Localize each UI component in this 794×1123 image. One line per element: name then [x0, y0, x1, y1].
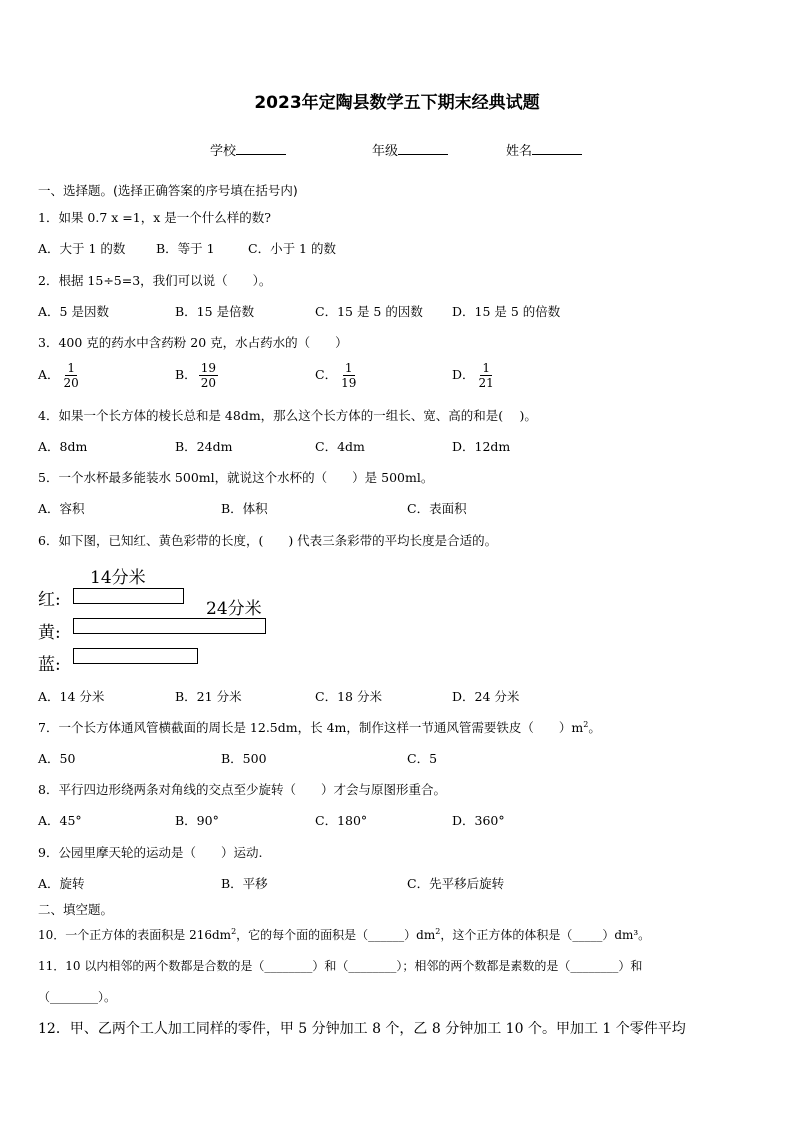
q3-options: [38, 361, 738, 397]
q7-options: [38, 749, 738, 767]
q6-option-a: A．14 分米: [38, 689, 105, 704]
q3-option-a-fraction: [62, 361, 81, 390]
q8-option-d: D．360°: [452, 813, 505, 828]
q6-option-c: C．18 分米: [315, 689, 382, 704]
blue-ribbon-label: 蓝:: [38, 655, 61, 675]
q6-option-d: D．24 分米: [452, 689, 520, 704]
q3-stem: 3．400 克的药水中含药粉 20 克，水占药水的（ ）: [38, 335, 348, 350]
q3-option-c-label: C．: [315, 367, 338, 382]
section-choice-heading: 一、选择题。(选择正确答案的序号填在括号内): [38, 183, 298, 198]
q5-option-b: B．体积: [221, 501, 268, 516]
q7-superscript: 2: [583, 720, 589, 729]
q3-option-d-label: D．: [452, 367, 475, 382]
name-field: [506, 140, 582, 159]
q7-option-a: A．50: [38, 751, 76, 766]
q3-option-c-fraction: [339, 361, 358, 390]
fraction-numerator: 1: [67, 361, 75, 375]
red-length-label: 14分米: [90, 568, 146, 588]
grade-label: 年级: [372, 144, 399, 159]
q4-option-d: D．12dm: [452, 439, 511, 454]
fraction-denominator: 21: [478, 376, 494, 390]
q1-options: [38, 239, 738, 257]
q2-option-b: B．15 是倍数: [175, 304, 255, 319]
q8-option-c: C．180°: [315, 813, 368, 828]
q2-option-d: D．15 是 5 的倍数: [452, 304, 561, 319]
q6-options: [38, 687, 738, 705]
blue-ribbon-bar: [73, 648, 198, 664]
fraction-numerator: 19: [200, 361, 216, 375]
school-blank: [236, 142, 286, 155]
yellow-length-label: 24分米: [206, 599, 262, 619]
q10-stem: [38, 926, 650, 943]
q2-stem: 2．根据 15÷5=3，我们可以说（ ）。: [38, 273, 272, 288]
q4-option-c: C．4dm: [315, 439, 365, 454]
q6-stem: 6．如下图，已知红、黄色彩带的长度，( ) 代表三条彩带的平均长度是合适的。: [38, 533, 498, 548]
q4-option-b: B．24dm: [175, 439, 233, 454]
q3-option-d-fraction: [477, 361, 496, 390]
q8-stem: 8．平行四边形绕两条对角线的交点至少旋转（ ）才会与原图形重合。: [38, 782, 446, 797]
q5-stem: 5．一个水杯最多能装水 500ml，就说这个水杯的（ ）是 500ml。: [38, 470, 434, 485]
q1-stem: 1．如果 0.7 x =1，x 是一个什么样的数?: [38, 210, 271, 225]
q10-part2: ，它的每个面的面积是（______）dm: [236, 928, 436, 942]
q9-option-a: A．旋转: [38, 876, 85, 891]
q2-option-c: C．15 是 5 的因数: [315, 304, 423, 319]
q7-stem-end: 。: [588, 720, 601, 735]
q2-option-a: A．5 是因数: [38, 304, 109, 319]
q5-option-a: A．容积: [38, 501, 85, 516]
q4-option-a: A．8dm: [38, 439, 88, 454]
q3-option-a-label: A．: [38, 367, 60, 382]
q7-stem-text: 7．一个长方体通风管横截面的周长是 12.5dm，长 4m，制作这样一节通风管需要铁皮（ ）m: [38, 720, 584, 735]
q9-options: [38, 874, 738, 892]
q5-option-c: C．表面积: [407, 501, 467, 516]
q8-option-b: B．90°: [175, 813, 219, 828]
red-ribbon-label: 红:: [38, 590, 61, 610]
q3-option-c: [315, 361, 358, 390]
red-ribbon-bar: [73, 588, 184, 604]
q10-superscript2: 2: [435, 927, 441, 936]
yellow-ribbon-bar: [73, 618, 266, 634]
grade-field: [372, 140, 448, 159]
q5-options: [38, 499, 738, 517]
fraction-denominator: 20: [200, 376, 216, 390]
school-field: [210, 140, 286, 159]
grade-blank: [398, 142, 448, 155]
page-title: 2023年定陶县数学五下期末经典试题: [254, 93, 540, 113]
q10-part3: ，这个正方体的体积是（_____）dm³。: [440, 928, 651, 942]
q7-stem: [38, 718, 601, 736]
fraction-denominator: 20: [63, 376, 79, 390]
q9-option-c: C．先平移后旋转: [407, 876, 505, 891]
q3-option-a: [38, 361, 81, 390]
yellow-ribbon-label: 黄:: [38, 623, 61, 643]
q2-options: [38, 302, 738, 320]
q7-option-c: C．5: [407, 751, 438, 766]
q11-line2: （________）。: [38, 990, 117, 1004]
q4-options: [38, 437, 738, 455]
q1-option-c: C．小于 1 的数: [248, 241, 336, 256]
q3-option-b: [175, 361, 218, 390]
q8-option-a: A．45°: [38, 813, 82, 828]
q9-option-b: B．平移: [221, 876, 268, 891]
q10-part1: 10．一个正方体的表面积是 216dm: [38, 928, 232, 942]
q3-option-d: [452, 361, 496, 390]
school-label: 学校: [210, 144, 237, 159]
name-blank: [532, 142, 582, 155]
name-label: 姓名: [506, 144, 533, 159]
q3-option-b-fraction: [199, 361, 218, 390]
q10-superscript1: 2: [231, 927, 237, 936]
q11-line1: 11．10 以内相邻的两个数都是合数的是（________）和（________）；相邻的两个数都是素数的是（________）和: [38, 959, 643, 973]
q1-option-b: B．等于 1: [156, 241, 215, 256]
q12-line1: 12．甲、乙两个工人加工同样的零件，甲 5 分钟加工 8 个，乙 8 分钟加工 10 个。甲加工 1 个零件平均: [38, 1021, 686, 1037]
q7-option-b: B．500: [221, 751, 267, 766]
q1-option-a: A．大于 1 的数: [38, 241, 126, 256]
q3-option-b-label: B．: [175, 367, 197, 382]
q4-stem: 4．如果一个长方体的棱长总和是 48dm，那么这个长方体的一组长、宽、高的和是( )。: [38, 408, 537, 423]
q9-stem: 9．公园里摩天轮的运动是（ ）运动.: [38, 845, 263, 860]
section-fill-heading: 二、填空题。: [38, 902, 114, 917]
fraction-numerator: 1: [344, 361, 353, 375]
q8-options: [38, 811, 738, 829]
ribbon-figure: [38, 560, 298, 675]
fraction-denominator: 19: [341, 376, 357, 390]
q6-option-b: B．21 分米: [175, 689, 242, 704]
fraction-numerator: 1: [482, 361, 490, 375]
